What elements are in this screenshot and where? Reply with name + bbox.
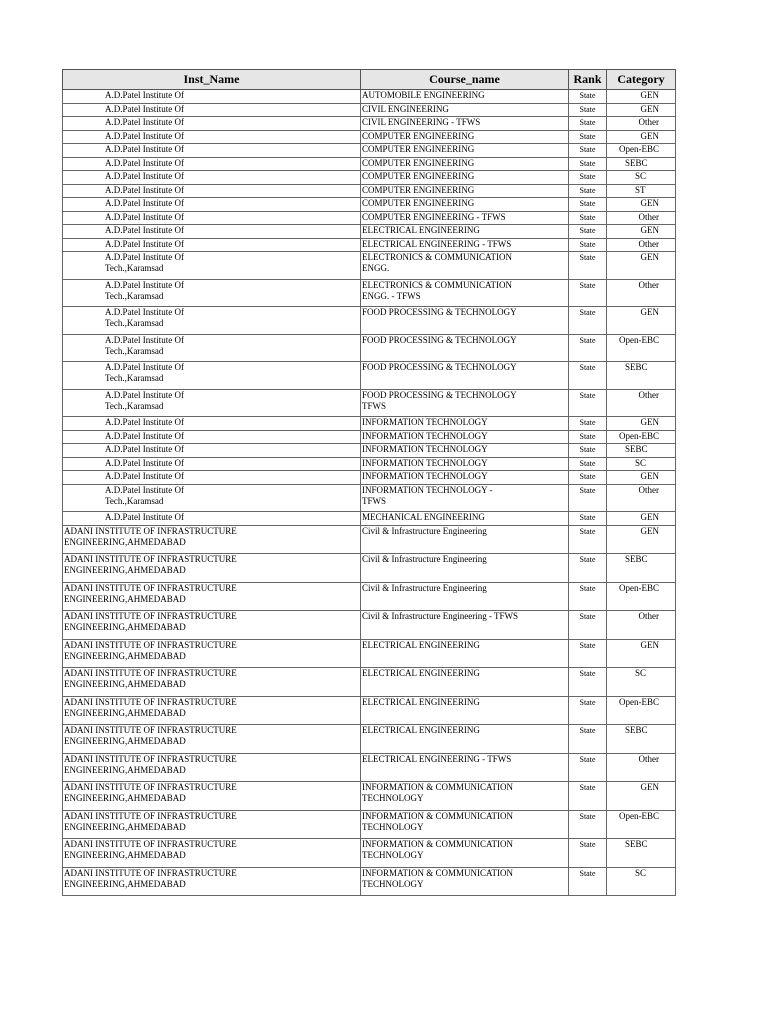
cell-inst-name: ADANI INSTITUTE OF INFRASTRUCTURE ENGINEERING,AHMEDABAD — [63, 639, 361, 668]
cell-inst-name: ADANI INSTITUTE OF INFRASTRUCTURE ENGINEERING,AHMEDABAD — [63, 810, 361, 839]
cell-inst-name: ADANI INSTITUTE OF INFRASTRUCTURE ENGINEERING,AHMEDABAD — [63, 554, 361, 583]
category-value: GEN — [640, 90, 659, 100]
category-value: Open-EBC — [619, 810, 659, 821]
cell-course-name: AUTOMOBILE ENGINEERING — [361, 90, 569, 104]
cell-course-name: INFORMATION TECHNOLOGY — [361, 417, 569, 431]
category-value: Other — [638, 279, 659, 290]
cell-course-name: INFORMATION & COMMUNICATION TECHNOLOGY — [361, 782, 569, 811]
category-value: GEN — [640, 512, 659, 522]
cell-rank: State — [569, 238, 607, 252]
table-row — [63, 211, 676, 225]
cell-category — [607, 117, 676, 131]
cell-rank: State — [569, 334, 607, 362]
category-value: Other — [638, 753, 659, 764]
category-value: SC — [635, 171, 647, 181]
category-value: Open-EBC — [619, 696, 659, 707]
cell-rank: State — [569, 171, 607, 185]
category-value: GEN — [640, 103, 659, 114]
category-value: GEN — [640, 417, 659, 427]
cell-category — [607, 512, 676, 526]
table-row — [63, 117, 676, 131]
category-value: Other — [638, 117, 659, 127]
cell-rank: State — [569, 117, 607, 131]
cell-rank: State — [569, 130, 607, 144]
table-row — [63, 252, 676, 280]
cell-category — [607, 867, 676, 896]
cell-inst-name: A.D.Patel Institute Of — [63, 103, 361, 117]
category-value: GEN — [640, 471, 659, 481]
cell-course-name: INFORMATION TECHNOLOGY - TFWS — [361, 484, 569, 512]
cell-inst-name: A.D.Patel Institute Of Tech.,Karamsad — [63, 389, 361, 417]
cell-inst-name: ADANI INSTITUTE OF INFRASTRUCTURE ENGINEERING,AHMEDABAD — [63, 782, 361, 811]
table-row — [63, 157, 676, 171]
cell-inst-name: A.D.Patel Institute Of — [63, 157, 361, 171]
table-row — [63, 753, 676, 782]
cell-inst-name: ADANI INSTITUTE OF INFRASTRUCTURE ENGINEERING,AHMEDABAD — [63, 668, 361, 697]
category-value: Other — [638, 211, 659, 222]
cell-category — [607, 471, 676, 485]
cell-category — [607, 334, 676, 362]
category-value: Open-EBC — [619, 144, 659, 154]
category-value: SC — [635, 668, 647, 678]
cell-rank: State — [569, 725, 607, 754]
cell-inst-name: ADANI INSTITUTE OF INFRASTRUCTURE ENGINEERING,AHMEDABAD — [63, 753, 361, 782]
table-row — [63, 611, 676, 640]
cell-rank: State — [569, 307, 607, 335]
cell-course-name: COMPUTER ENGINEERING — [361, 171, 569, 185]
table-row — [63, 867, 676, 896]
category-value: SC — [635, 867, 647, 878]
cell-inst-name: ADANI INSTITUTE OF INFRASTRUCTURE ENGINEERING,AHMEDABAD — [63, 839, 361, 868]
cell-rank: State — [569, 867, 607, 896]
cell-course-name: ELECTRICAL ENGINEERING - TFWS — [361, 753, 569, 782]
category-value: Other — [638, 389, 659, 400]
cell-course-name: ELECTRICAL ENGINEERING - TFWS — [361, 238, 569, 252]
category-value: Open-EBC — [619, 334, 659, 345]
table-row — [63, 362, 676, 390]
cell-rank: State — [569, 103, 607, 117]
cell-rank: State — [569, 639, 607, 668]
cell-category — [607, 157, 676, 171]
cell-rank: State — [569, 157, 607, 171]
table-row — [63, 389, 676, 417]
cell-rank: State — [569, 430, 607, 444]
table-row — [63, 810, 676, 839]
cell-rank: State — [569, 810, 607, 839]
cell-rank: State — [569, 389, 607, 417]
category-value: GEN — [640, 639, 659, 650]
category-value: GEN — [640, 782, 659, 792]
table-row — [63, 171, 676, 185]
cell-category — [607, 171, 676, 185]
category-value: GEN — [640, 525, 659, 536]
cell-rank: State — [569, 512, 607, 526]
cell-inst-name: A.D.Patel Institute Of Tech.,Karamsad — [63, 307, 361, 335]
table-row — [63, 554, 676, 583]
cell-inst-name: A.D.Patel Institute Of Tech.,Karamsad — [63, 484, 361, 512]
table-row — [63, 417, 676, 431]
cell-category — [607, 184, 676, 198]
cell-category — [607, 484, 676, 512]
category-value: SEBC — [625, 725, 648, 735]
cell-course-name: ELECTRICAL ENGINEERING — [361, 639, 569, 668]
cell-course-name: ELECTRICAL ENGINEERING — [361, 725, 569, 754]
cell-category — [607, 525, 676, 554]
table-row — [63, 471, 676, 485]
cell-category — [607, 444, 676, 458]
cell-rank: State — [569, 144, 607, 158]
cell-category — [607, 238, 676, 252]
table-row — [63, 198, 676, 212]
cell-category — [607, 211, 676, 225]
cell-rank: State — [569, 184, 607, 198]
cell-category — [607, 225, 676, 239]
category-value: GEN — [640, 252, 659, 262]
cell-category — [607, 144, 676, 158]
cell-course-name: CIVIL ENGINEERING - TFWS — [361, 117, 569, 131]
table-row — [63, 334, 676, 362]
cell-course-name: FOOD PROCESSING & TECHNOLOGY — [361, 334, 569, 362]
cell-rank: State — [569, 611, 607, 640]
column-header-category: Category — [607, 70, 676, 90]
cell-rank: State — [569, 417, 607, 431]
table-row — [63, 144, 676, 158]
table-row — [63, 130, 676, 144]
cell-category — [607, 417, 676, 431]
category-value: ST — [635, 184, 646, 195]
cell-course-name: INFORMATION TECHNOLOGY — [361, 430, 569, 444]
cell-course-name: Civil & Infrastructure Engineering — [361, 525, 569, 554]
cell-category — [607, 753, 676, 782]
category-value: SEBC — [625, 157, 648, 168]
cell-category — [607, 430, 676, 444]
cell-inst-name: A.D.Patel Institute Of — [63, 171, 361, 185]
column-header-rank: Rank — [569, 70, 607, 90]
table-row — [63, 696, 676, 725]
cell-category — [607, 362, 676, 390]
cell-course-name: ELECTRICAL ENGINEERING — [361, 668, 569, 697]
table-row — [63, 512, 676, 526]
cell-rank: State — [569, 554, 607, 583]
cell-inst-name: A.D.Patel Institute Of — [63, 512, 361, 526]
cell-course-name: INFORMATION TECHNOLOGY — [361, 457, 569, 471]
cell-rank: State — [569, 525, 607, 554]
table-row — [63, 725, 676, 754]
category-value: Other — [638, 611, 659, 621]
table-row — [63, 103, 676, 117]
cell-inst-name: ADANI INSTITUTE OF INFRASTRUCTURE ENGINEERING,AHMEDABAD — [63, 582, 361, 611]
table-row — [63, 457, 676, 471]
category-value: GEN — [640, 225, 659, 235]
table-row — [63, 525, 676, 554]
cell-inst-name: A.D.Patel Institute Of — [63, 130, 361, 144]
cell-inst-name: ADANI INSTITUTE OF INFRASTRUCTURE ENGINEERING,AHMEDABAD — [63, 611, 361, 640]
category-value: GEN — [640, 307, 659, 317]
table-row — [63, 279, 676, 307]
table-row — [63, 484, 676, 512]
cell-category — [607, 279, 676, 307]
cell-inst-name: A.D.Patel Institute Of — [63, 198, 361, 212]
cell-category — [607, 307, 676, 335]
cell-rank: State — [569, 90, 607, 104]
cell-inst-name: A.D.Patel Institute Of — [63, 225, 361, 239]
category-value: GEN — [640, 198, 659, 208]
cell-course-name: ELECTRICAL ENGINEERING — [361, 225, 569, 239]
table-row — [63, 184, 676, 198]
cell-inst-name: A.D.Patel Institute Of — [63, 471, 361, 485]
cell-rank: State — [569, 457, 607, 471]
cell-rank: State — [569, 839, 607, 868]
table-row — [63, 639, 676, 668]
cell-inst-name: ADANI INSTITUTE OF INFRASTRUCTURE ENGINEERING,AHMEDABAD — [63, 867, 361, 896]
table-header-row — [63, 70, 676, 90]
cell-inst-name: A.D.Patel Institute Of — [63, 238, 361, 252]
cell-course-name: Civil & Infrastructure Engineering — [361, 582, 569, 611]
cell-rank: State — [569, 198, 607, 212]
column-header-inst-name: Inst_Name — [63, 70, 361, 90]
cell-course-name: FOOD PROCESSING & TECHNOLOGY — [361, 307, 569, 335]
cell-course-name: Civil & Infrastructure Engineering - TFWS — [361, 611, 569, 640]
cell-course-name: ELECTRICAL ENGINEERING — [361, 696, 569, 725]
cell-rank: State — [569, 753, 607, 782]
cell-inst-name: A.D.Patel Institute Of Tech.,Karamsad — [63, 252, 361, 280]
cell-course-name: COMPUTER ENGINEERING - TFWS — [361, 211, 569, 225]
table-row — [63, 839, 676, 868]
cell-inst-name: A.D.Patel Institute Of — [63, 430, 361, 444]
document-page — [62, 69, 675, 896]
cell-rank: State — [569, 225, 607, 239]
cell-rank: State — [569, 696, 607, 725]
cell-inst-name: ADANI INSTITUTE OF INFRASTRUCTURE ENGINEERING,AHMEDABAD — [63, 525, 361, 554]
cell-category — [607, 554, 676, 583]
cell-rank: State — [569, 444, 607, 458]
cell-category — [607, 457, 676, 471]
cell-category — [607, 103, 676, 117]
column-header-course-name: Course_name — [361, 70, 569, 90]
cell-course-name: FOOD PROCESSING & TECHNOLOGY — [361, 362, 569, 390]
cell-category — [607, 639, 676, 668]
cell-category — [607, 90, 676, 104]
cell-course-name: INFORMATION TECHNOLOGY — [361, 444, 569, 458]
cell-course-name: ELECTRONICS & COMMUNICATION ENGG. - TFWS — [361, 279, 569, 307]
cell-rank: State — [569, 362, 607, 390]
cell-course-name: INFORMATION & COMMUNICATION TECHNOLOGY — [361, 810, 569, 839]
table-row — [63, 90, 676, 104]
cell-inst-name: A.D.Patel Institute Of — [63, 444, 361, 458]
cell-rank: State — [569, 484, 607, 512]
cell-category — [607, 130, 676, 144]
cell-category — [607, 696, 676, 725]
category-value: SC — [635, 457, 647, 468]
cell-course-name: COMPUTER ENGINEERING — [361, 130, 569, 144]
table-row — [63, 225, 676, 239]
table-row — [63, 668, 676, 697]
table-row — [63, 238, 676, 252]
cell-rank: State — [569, 582, 607, 611]
cell-category — [607, 611, 676, 640]
seat-matrix-table — [62, 69, 676, 896]
cell-rank: State — [569, 471, 607, 485]
category-value: Other — [638, 238, 659, 249]
cell-inst-name: A.D.Patel Institute Of — [63, 457, 361, 471]
category-value: SEBC — [625, 362, 648, 372]
category-value: SEBC — [625, 839, 648, 849]
table-row — [63, 444, 676, 458]
cell-course-name: COMPUTER ENGINEERING — [361, 184, 569, 198]
cell-rank: State — [569, 668, 607, 697]
cell-course-name: CIVIL ENGINEERING — [361, 103, 569, 117]
category-value: GEN — [640, 130, 659, 141]
cell-category — [607, 839, 676, 868]
cell-inst-name: A.D.Patel Institute Of — [63, 144, 361, 158]
table-row — [63, 582, 676, 611]
category-value: SEBC — [625, 554, 648, 564]
cell-course-name: FOOD PROCESSING & TECHNOLOGY TFWS — [361, 389, 569, 417]
category-value: Open-EBC — [619, 430, 659, 441]
cell-course-name: ELECTRONICS & COMMUNICATION ENGG. — [361, 252, 569, 280]
cell-course-name: INFORMATION & COMMUNICATION TECHNOLOGY — [361, 839, 569, 868]
cell-rank: State — [569, 782, 607, 811]
cell-category — [607, 782, 676, 811]
table-row — [63, 782, 676, 811]
cell-category — [607, 810, 676, 839]
cell-inst-name: A.D.Patel Institute Of — [63, 117, 361, 131]
table-row — [63, 307, 676, 335]
cell-course-name: INFORMATION & COMMUNICATION TECHNOLOGY — [361, 867, 569, 896]
cell-inst-name: A.D.Patel Institute Of Tech.,Karamsad — [63, 279, 361, 307]
cell-rank: State — [569, 211, 607, 225]
cell-inst-name: A.D.Patel Institute Of — [63, 184, 361, 198]
cell-inst-name: ADANI INSTITUTE OF INFRASTRUCTURE ENGINEERING,AHMEDABAD — [63, 725, 361, 754]
cell-category — [607, 252, 676, 280]
cell-course-name: MECHANICAL ENGINEERING — [361, 512, 569, 526]
cell-course-name: COMPUTER ENGINEERING — [361, 157, 569, 171]
cell-category — [607, 725, 676, 754]
cell-course-name: Civil & Infrastructure Engineering — [361, 554, 569, 583]
cell-inst-name: A.D.Patel Institute Of — [63, 90, 361, 104]
cell-inst-name: A.D.Patel Institute Of — [63, 211, 361, 225]
cell-category — [607, 198, 676, 212]
cell-course-name: INFORMATION TECHNOLOGY — [361, 471, 569, 485]
cell-course-name: COMPUTER ENGINEERING — [361, 198, 569, 212]
cell-inst-name: A.D.Patel Institute Of — [63, 417, 361, 431]
category-value: Open-EBC — [619, 582, 659, 593]
cell-inst-name: A.D.Patel Institute Of Tech.,Karamsad — [63, 362, 361, 390]
category-value: SEBC — [625, 444, 648, 454]
cell-rank: State — [569, 252, 607, 280]
cell-category — [607, 582, 676, 611]
table-row — [63, 430, 676, 444]
cell-category — [607, 389, 676, 417]
cell-course-name: COMPUTER ENGINEERING — [361, 144, 569, 158]
cell-rank: State — [569, 279, 607, 307]
category-value: Other — [638, 484, 659, 495]
cell-inst-name: A.D.Patel Institute Of Tech.,Karamsad — [63, 334, 361, 362]
cell-inst-name: ADANI INSTITUTE OF INFRASTRUCTURE ENGINEERING,AHMEDABAD — [63, 696, 361, 725]
cell-category — [607, 668, 676, 697]
